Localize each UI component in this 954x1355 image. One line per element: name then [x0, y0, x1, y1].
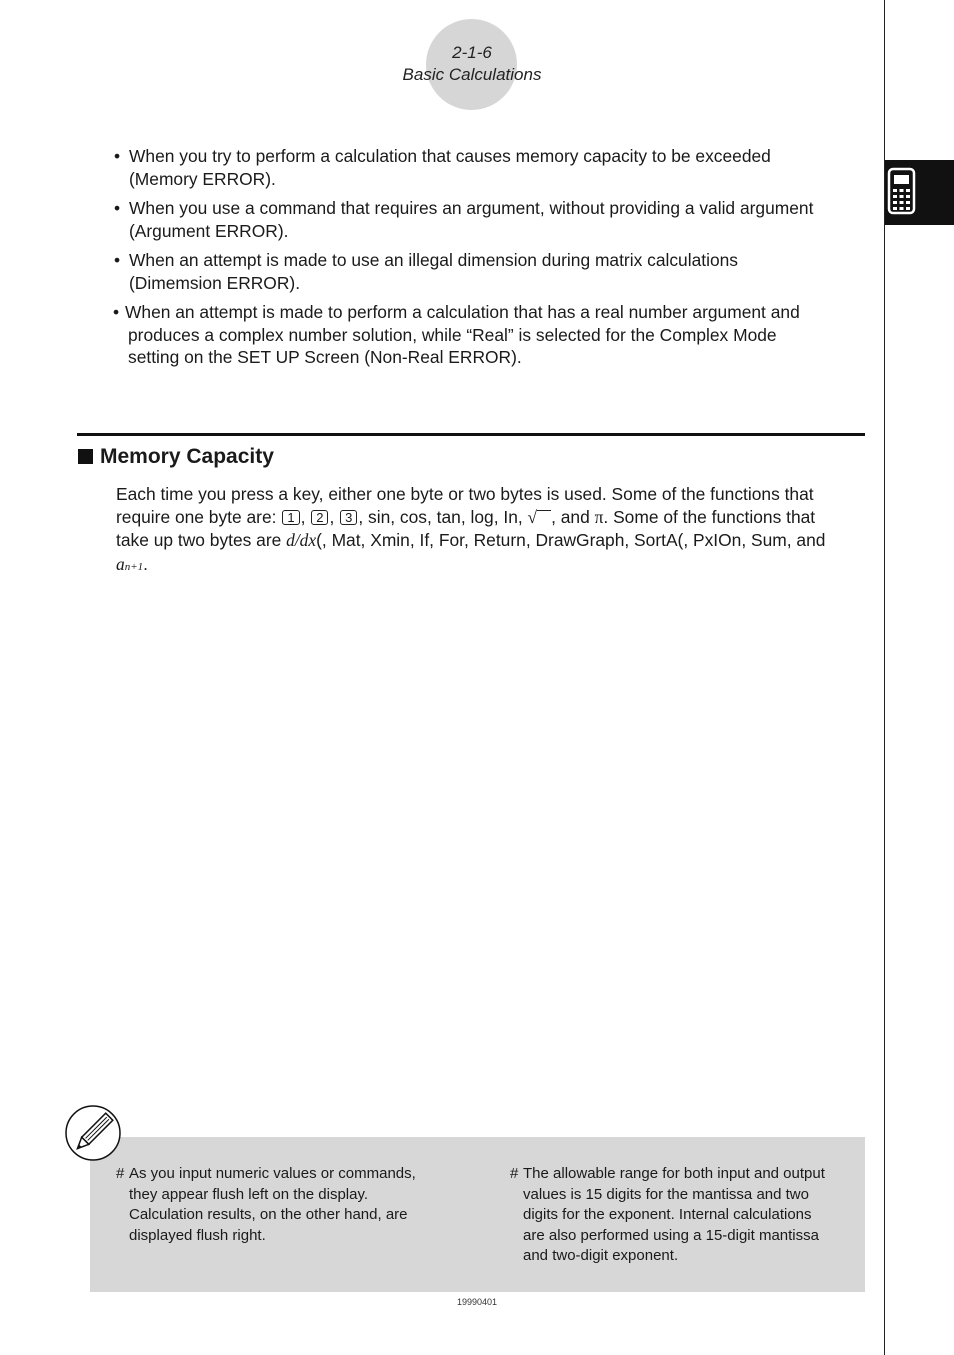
para-text: (, Mat, Xmin, If, For, Return, DrawGraph, SortA(, PxIOn, Sum, and	[316, 530, 826, 551]
chapter-tab	[885, 160, 954, 225]
note-line: displayed flush right.	[129, 1226, 266, 1244]
pencil-icon	[64, 1104, 122, 1162]
page-number: 2-1-6	[452, 43, 492, 62]
bullet-symbol: •	[114, 146, 121, 166]
note-line: digits for the exponent. Internal calculations	[523, 1206, 812, 1223]
sequence-term: a	[116, 553, 125, 574]
sqrt-bar	[537, 510, 551, 511]
para-text: take up two bytes are	[116, 530, 282, 551]
bullet-line: setting on the SET UP Screen (Non-Real ERROR).	[128, 347, 522, 367]
para-text: .	[143, 553, 148, 574]
note-line: and two-digit exponent.	[523, 1247, 679, 1264]
square-bullet-icon	[78, 449, 93, 464]
list-item	[113, 301, 859, 369]
note-line: they appear flush left on the display.	[129, 1185, 369, 1203]
list-item	[114, 249, 859, 294]
para-text: . Some of the functions that	[603, 507, 816, 528]
note-right	[510, 1164, 855, 1267]
note-line: Calculation results, on the other hand, are	[129, 1206, 408, 1223]
bullet-line: When you try to perform a calculation that causes memory capacity to be exceeded	[129, 146, 771, 166]
footer-code: 19990401	[456, 1297, 498, 1307]
section-rule	[77, 433, 865, 436]
para-text: , and	[551, 507, 590, 528]
bullet-symbol: •	[114, 250, 121, 270]
note-hash: #	[116, 1165, 125, 1182]
sequence-subscript: n+1	[124, 560, 144, 573]
para-line	[116, 529, 861, 552]
sqrt-symbol	[528, 507, 552, 527]
bullet-line: When an attempt is made to use an illegal dimension during matrix calculations	[129, 250, 738, 270]
para-line: Each time you press a key, either one byte or two bytes is used. Some of the functions that	[116, 484, 814, 504]
error-list	[114, 145, 859, 376]
bullet-line: produces a complex number solution, while “Real” is selected for the Complex Mode	[128, 324, 777, 345]
note-line: are also performed using a 15-digit mantissa	[523, 1226, 819, 1244]
key-1-icon: 1	[282, 510, 299, 525]
memory-capacity-paragraph	[116, 483, 861, 579]
list-item	[114, 197, 859, 242]
section-name: Basic Calculations	[402, 65, 542, 84]
key-2-icon: 2	[311, 510, 328, 525]
note-line: As you input numeric values or commands,	[129, 1165, 416, 1182]
key-3-icon: 3	[340, 510, 357, 525]
calculator-icon	[885, 160, 954, 225]
bullet-line: When an attempt is made to perform a calculation that has a real number argument and	[125, 302, 800, 322]
page-header	[372, 42, 572, 86]
bullet-symbol: •	[114, 198, 121, 218]
bullet-symbol: •	[113, 302, 120, 322]
derivative-symbol: d/dx	[286, 530, 317, 551]
para-line	[116, 553, 861, 579]
bullet-line: (Memory ERROR).	[129, 168, 276, 189]
note-line: values is 15 digits for the mantissa and two	[523, 1185, 809, 1203]
para-text: , sin, cos, tan, log, In,	[358, 507, 523, 528]
note-left	[116, 1164, 456, 1246]
pi-symbol: π	[594, 507, 604, 528]
note-line: The allowable range for both input and output	[523, 1165, 825, 1182]
section-heading	[78, 444, 274, 470]
section-title: Memory Capacity	[100, 445, 274, 468]
list-item	[114, 145, 859, 190]
sqrt-glyph: √	[527, 507, 538, 528]
bullet-line: (Argument ERROR).	[129, 220, 289, 241]
note-hash: #	[510, 1165, 519, 1182]
bullet-line: When you use a command that requires an argument, without providing a valid argument	[129, 198, 814, 218]
bullet-line: (Dimemsion ERROR).	[129, 272, 301, 293]
para-text: require one byte are:	[116, 507, 277, 528]
para-line: require one byte are: 1 , 2 , 3 , sin, cos, tan, log, In, √ , and π. Some of the functions that	[116, 507, 816, 528]
